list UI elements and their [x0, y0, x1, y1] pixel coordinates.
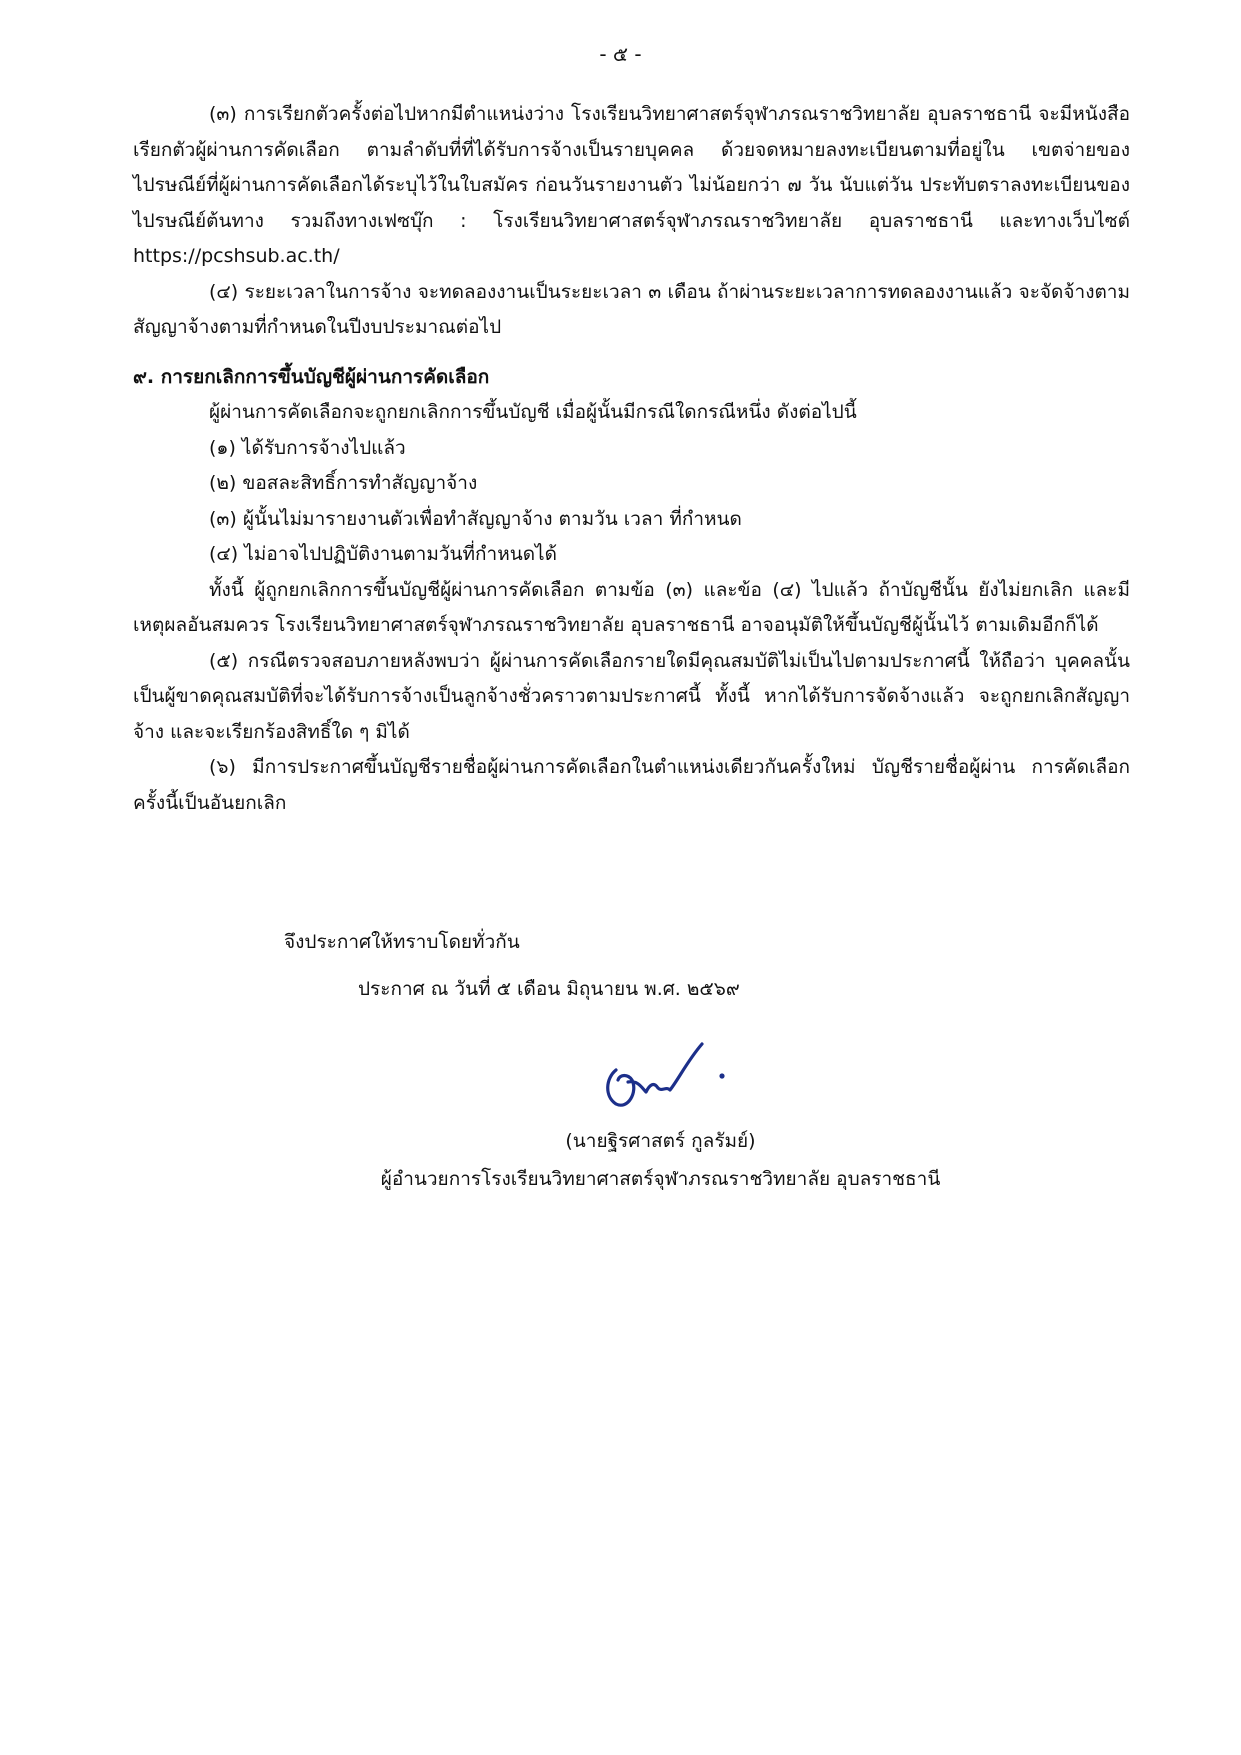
document-body — [133, 97, 1130, 821]
signer-position: ผู้อำนวยการโรงเรียนวิทยาศาสตร์จุฬาภรณราชวิทยาลัย อุบลราชธานี — [380, 1168, 941, 1190]
cancellation-note: ทั้งนี้ ผู้ถูกยกเลิกการขึ้นบัญชีผู้ผ่านการคัดเลือก ตามข้อ (๓) และข้อ (๔) ไปแล้ว ถ้าบัญชีนั้น ยังไม่ยกเลิก และมีเหตุผลอันสมควร โรงเรียนวิทยาศาสตร์จุฬาภรณราชวิทยาลัย อุบลราชธานี อาจอนุมัติให้ขึ้นบัญชีผู้นั้นไว้ ตามเดิมอีกก็ได้ — [133, 578, 1130, 636]
list-item-4: (๔) ไม่อาจไปปฏิบัติงานตามวันที่กำหนดได้ — [209, 543, 557, 565]
list-item-1: (๑) ได้รับการจ้างไปแล้ว — [209, 436, 406, 459]
section-9-heading: ๙. การยกเลิกการขึ้นบัญชีผู้ผ่านการคัดเลือก — [133, 365, 490, 388]
paragraph-3-recall: (๓) การเรียกตัวครั้งต่อไปหากมีตำแหน่งว่าง โรงเรียนวิทยาศาสตร์จุฬาภรณราชวิทยาลัย อุบลราชธานี จะมีหนังสือเรียกตัวผู้ผ่านการคัดเลือก ตามลำดับที่ที่ได้รับการจ้างเป็นรายบุคคล ด้วยจดหมายลงทะเบียนตามที่อยู่ใน เขตจ่ายของไปรษณีย์ที่ผู้ผ่านการคัดเลือกได้ระบุไว้ในใบสมัคร ก่อนวันรายงานตัว ไม่น้อยกว่า ๗ วัน นับแต่วัน ประทับตราลงทะเบียนของไปรษณีย์ต้นทาง รวมถึงทางเฟซบุ๊ก : โรงเรียนวิทยาศาสตร์จุฬาภรณราชวิทยาลัย อุบลราชธานี และทางเว็บไซต์ https://pcshsub.ac.th/ — [133, 103, 1130, 267]
announcement-date: ประกาศ ณ วันที่ ๕ เดือน มิถุนายน พ.ศ. ๒๕๖๙ — [358, 978, 740, 1000]
list-item-5: (๕) กรณีตรวจสอบภายหลังพบว่า ผู้ผ่านการคัดเลือกรายใดมีคุณสมบัติไม่เป็นไปตามประกาศนี้ ให้ถือว่า บุคคลนั้นเป็นผู้ขาดคุณสมบัติที่จะได้รับการจ้างเป็นลูกจ้างชั่วคราวตามประกาศนี้ ทั้งนี้ หากได้รับการจัดจ้างแล้ว จะถูกยกเลิกสัญญาจ้าง และจะเรียกร้องสิทธิ์ใด ๆ มิได้ — [133, 649, 1130, 743]
paragraph-4-employment-period: (๔) ระยะเวลาในการจ้าง จะทดลองงานเป็นระยะเวลา ๓ เดือน ถ้าผ่านระยะเวลาการทดลองงานแล้ว จะจัดจ้างตามสัญญาจ้างตามที่กำหนดในปีงบประมาณต่อไป — [133, 280, 1130, 338]
section-9-intro: ผู้ผ่านการคัดเลือกจะถูกยกเลิกการขึ้นบัญชี เมื่อผู้นั้นมีกรณีใดกรณีหนึ่ง ดังต่อไปนี้ — [209, 401, 857, 423]
page-number: - ๕ - — [599, 42, 642, 66]
closing-statement: จึงประกาศให้ทราบโดยทั่วกัน — [284, 931, 520, 953]
list-item-2: (๒) ขอสละสิทธิ์การทำสัญญาจ้าง — [209, 472, 478, 494]
list-item-6: (๖) มีการประกาศขึ้นบัญชีรายชื่อผู้ผ่านการคัดเลือกในตำแหน่งเดียวกันครั้งใหม่ บัญชีรายชื่อผู้ผ่าน การคัดเลือกครั้งนี้เป็นอันยกเลิก — [133, 756, 1130, 814]
handwritten-signature — [598, 1030, 758, 1120]
signer-name: (นายฐิรศาสตร์ กูลรัมย์) — [565, 1130, 756, 1152]
list-item-3: (๓) ผู้นั้นไม่มารายงานตัวเพื่อทำสัญญาจ้าง ตามวัน เวลา ที่กำหนด — [209, 507, 742, 530]
